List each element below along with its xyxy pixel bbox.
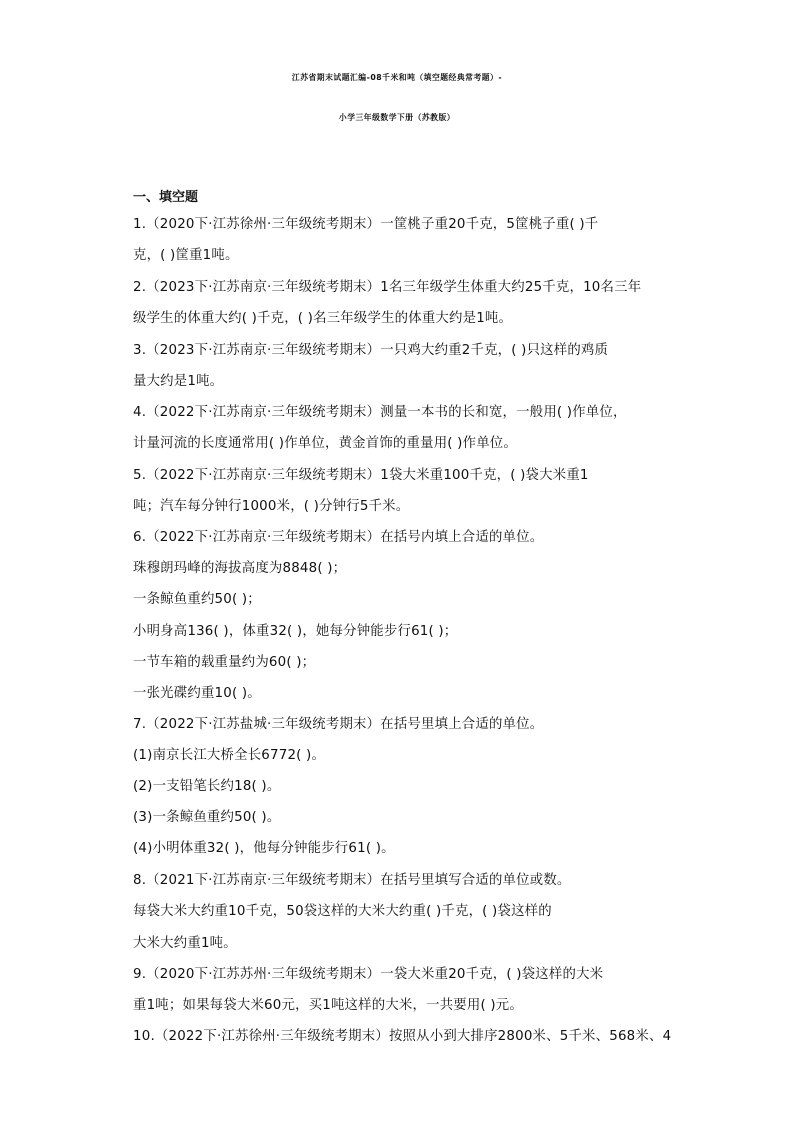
question-line: 1.（2020下·江苏徐州·三年级统考期末）一筐桃子重20千克，5筐桃子重( )千 <box>133 217 599 232</box>
section-heading: 一、填空题 <box>133 190 199 205</box>
question-line: 9.（2020下·江苏苏州·三年级统考期末）一袋大米重20千克，( )袋这样的大米 <box>133 967 604 982</box>
question-line: 量大约是1吨。 <box>133 374 224 389</box>
question-line: 小明身高136( )，体重32( )，她每分钟能步行61( )； <box>133 624 458 639</box>
document-title-line-1: 江苏省期末试题汇编-08千米和吨（填空题经典常考题）- <box>291 73 503 82</box>
question-line: (3)一条鲸鱼重约50( )。 <box>133 810 281 825</box>
question-line: (2)一支铅笔长约18( )。 <box>133 779 281 794</box>
question-line: 每袋大米大约重10千克，50袋这样的大米大约重( )千克，( )袋这样的 <box>133 904 552 919</box>
question-line: 8.（2021下·江苏南京·三年级统考期末）在括号里填写合适的单位或数。 <box>133 873 571 888</box>
question-line: 4.（2022下·江苏南京·三年级统考期末）测量一本书的长和宽，一般用( )作单位， <box>133 405 627 420</box>
document-title-line-2: 小学三年级数学下册（苏教版） <box>338 113 456 122</box>
question-line: (4)小明体重32( )，他每分钟能步行61( )。 <box>133 841 395 856</box>
question-line: 一节车箱的载重量约为60( )； <box>133 655 316 670</box>
question-line: 珠穆朗玛峰的海拔高度为8848( )； <box>133 561 347 576</box>
question-line: 吨；汽车每分钟行1000米，( )分钟行5千米。 <box>133 499 410 514</box>
question-line: 一张光碟约重10( )。 <box>133 686 261 701</box>
question-line: 6.（2022下·江苏南京·三年级统考期末）在括号内填上合适的单位。 <box>133 530 544 545</box>
question-line: 重1吨；如果每袋大米60元，买1吨这样的大米，一共要用( )元。 <box>133 998 523 1013</box>
question-line: 3.（2023下·江苏南京·三年级统考期末）一只鸡大约重2千克，( )只这样的鸡质 <box>133 343 609 358</box>
question-line: (1)南京长江大桥全长6772( )。 <box>133 748 326 763</box>
question-line: 级学生的体重大约( )千克，( )名三年级学生的体重大约是1吨。 <box>133 311 513 326</box>
question-line: 克，( )筐重1吨。 <box>133 248 239 263</box>
question-line: 计量河流的长度通常用( )作单位，黄金首饰的重量用( )作单位。 <box>133 436 517 451</box>
question-line: 10.（2022下·江苏徐州·三年级统考期末）按照从小到大排序2800米、5千米、568米、4 <box>133 1029 672 1044</box>
question-line: 2.（2023下·江苏南京·三年级统考期末）1名三年级学生体重大约25千克，10名三年 <box>133 280 642 295</box>
question-line: 7.（2022下·江苏盐城·三年级统考期末）在括号里填上合适的单位。 <box>133 717 544 732</box>
question-line: 5.（2022下·江苏南京·三年级统考期末）1袋大米重100千克，( )袋大米重1 <box>133 468 589 483</box>
question-line: 大米大约重1吨。 <box>133 936 237 951</box>
question-line: 一条鲸鱼重约50( )； <box>133 592 261 607</box>
